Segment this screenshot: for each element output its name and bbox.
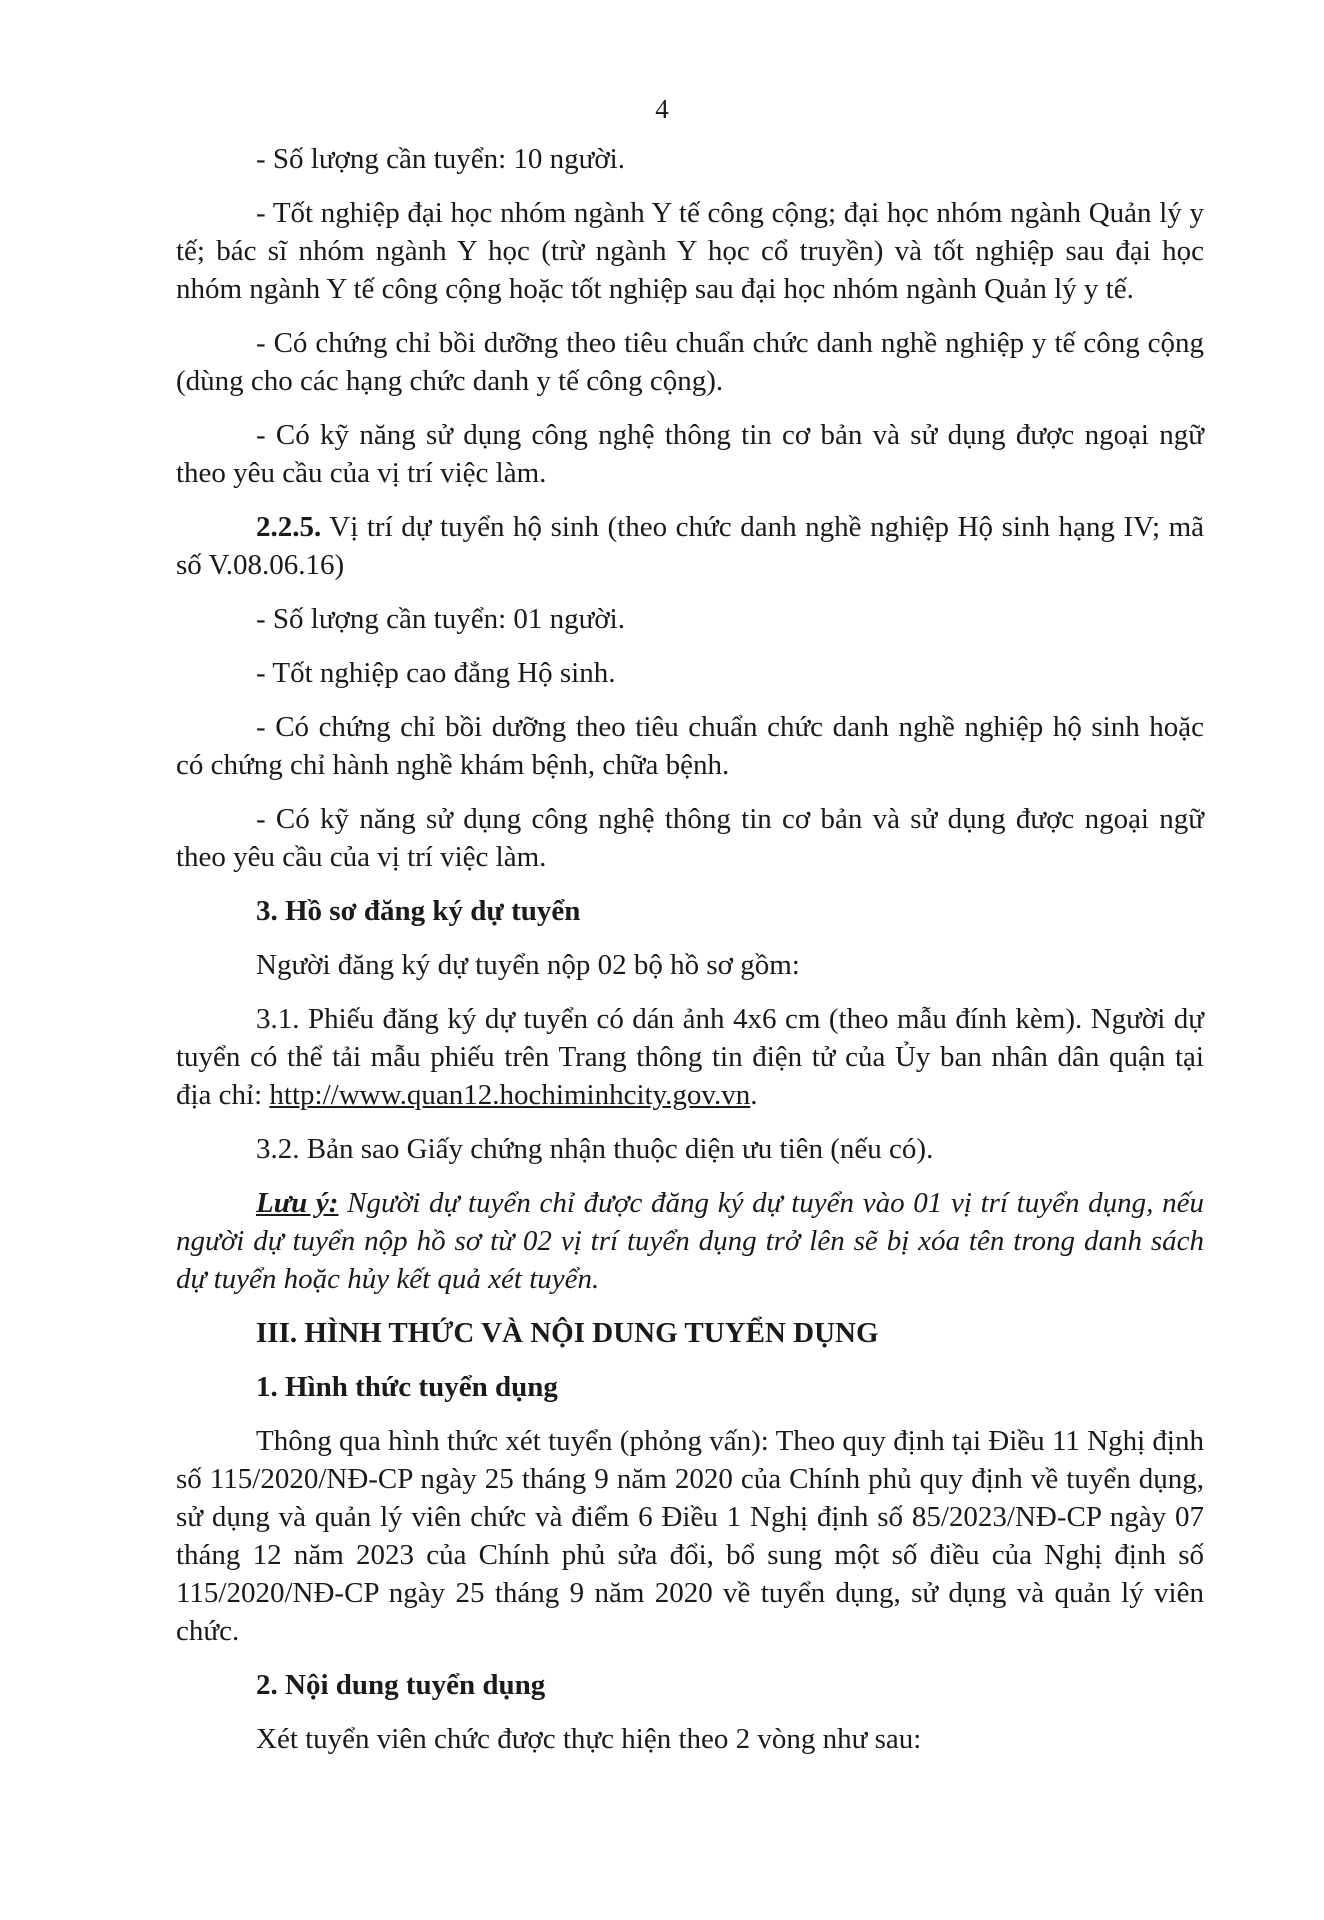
registration-form-end: . [750,1079,758,1111]
registration-form-text: 3.1. Phiếu đăng ký dự tuyển có dán ảnh 4x6 cm (theo mẫu đính kèm). Người dự tuyển có thể tải mẫu phiếu trên Trang thông tin điện tử của Ủy ban nhân dân quận tại địa chỉ: [176,1003,1204,1111]
section-text: Vị trí dự tuyển hộ sinh (theo chức danh nghề nghiệp Hộ sinh hạng IV; mã số V.08.06.16) [176,511,1204,581]
paragraph-registration-form [176,1000,1204,1114]
heading-recruitment-content: 2. Nội dung tuyển dụng [256,1669,546,1701]
paragraph-quantity-2: - Số lượng cần tuyển: 01 người. [256,603,625,635]
paragraph-priority-certificate: 3.2. Bản sao Giấy chứng nhận thuộc diện ưu tiên (nếu có). [256,1133,934,1165]
paragraph-recruitment-form: Thông qua hình thức xét tuyển (phỏng vấn): Theo quy định tại Điều 11 Nghị định số 115/2020/NĐ-CP ngày 25 tháng 9 năm 2020 của Chính phủ quy định về tuyển dụng, sử dụng và quản lý viên chức và điểm 6 Điều 1 Nghị định số 85/2023/NĐ-CP ngày 07 tháng 12 năm 2023 của Chính phủ sửa đổi, bổ sung một số điều của Nghị định số 115/2020/NĐ-CP ngày 25 tháng 9 năm 2020 về tuyển dụng, sử dụng và quản lý viên chức. [176,1425,1204,1647]
section-number: 2.2.5. [256,511,322,543]
paragraph-dossier-intro: Người đăng ký dự tuyển nộp 02 bộ hồ sơ gồm: [256,949,800,981]
heading-recruitment-form: 1. Hình thức tuyển dụng [256,1371,558,1403]
page-number: 4 [655,94,669,124]
heading-application-dossier: 3. Hồ sơ đăng ký dự tuyển [256,895,581,927]
website-link[interactable]: http://www.quan12.hochiminhcity.gov.vn [269,1079,751,1111]
paragraph-recruitment-content: Xét tuyển viên chức được thực hiện theo 2 vòng như sau: [256,1723,922,1755]
paragraph-certificate-requirement-2: - Có chứng chỉ bồi dưỡng theo tiêu chuẩn chức danh nghề nghiệp hộ sinh hoặc có chứng chỉ hành nghề khám bệnh, chữa bệnh. [176,711,1204,781]
section-2-2-5 [176,508,1204,584]
paragraph-degree-requirement-1: - Tốt nghiệp đại học nhóm ngành Y tế công cộng; đại học nhóm ngành Quản lý y tế; bác sĩ nhóm ngành Y học (trừ ngành Y học cổ truyền) và tốt nghiệp sau đại học nhóm ngành Y tế công cộng hoặc tốt nghiệp sau đại học nhóm ngành Quản lý y tế. [176,197,1204,305]
note-text: Người dự tuyển chỉ được đăng ký dự tuyển vào 01 vị trí tuyển dụng, nếu người dự tuyển nộp hồ sơ từ 02 vị trí tuyển dụng trở lên sẽ bị xóa tên trong danh sách dự tuyển hoặc hủy kết quả xét tuyển. [176,1187,1205,1295]
note-label: Lưu ý: [256,1187,339,1219]
paragraph-quantity-1: - Số lượng cần tuyển: 10 người. [256,143,625,175]
paragraph-skills-requirement-1: - Có kỹ năng sử dụng công nghệ thông tin cơ bản và sử dụng được ngoại ngữ theo yêu cầu của vị trí việc làm. [176,419,1204,489]
heading-section-iii: III. HÌNH THỨC VÀ NỘI DUNG TUYỂN DỤNG [256,1317,879,1349]
document-body [176,140,1204,1774]
note-paragraph [176,1184,1204,1298]
paragraph-degree-requirement-2: - Tốt nghiệp cao đẳng Hộ sinh. [256,657,616,689]
paragraph-skills-requirement-2: - Có kỹ năng sử dụng công nghệ thông tin cơ bản và sử dụng được ngoại ngữ theo yêu cầu của vị trí việc làm. [176,803,1204,873]
paragraph-certificate-requirement-1: - Có chứng chỉ bồi dưỡng theo tiêu chuẩn chức danh nghề nghiệp y tế công cộng (dùng cho các hạng chức danh y tế công cộng). [176,327,1204,397]
